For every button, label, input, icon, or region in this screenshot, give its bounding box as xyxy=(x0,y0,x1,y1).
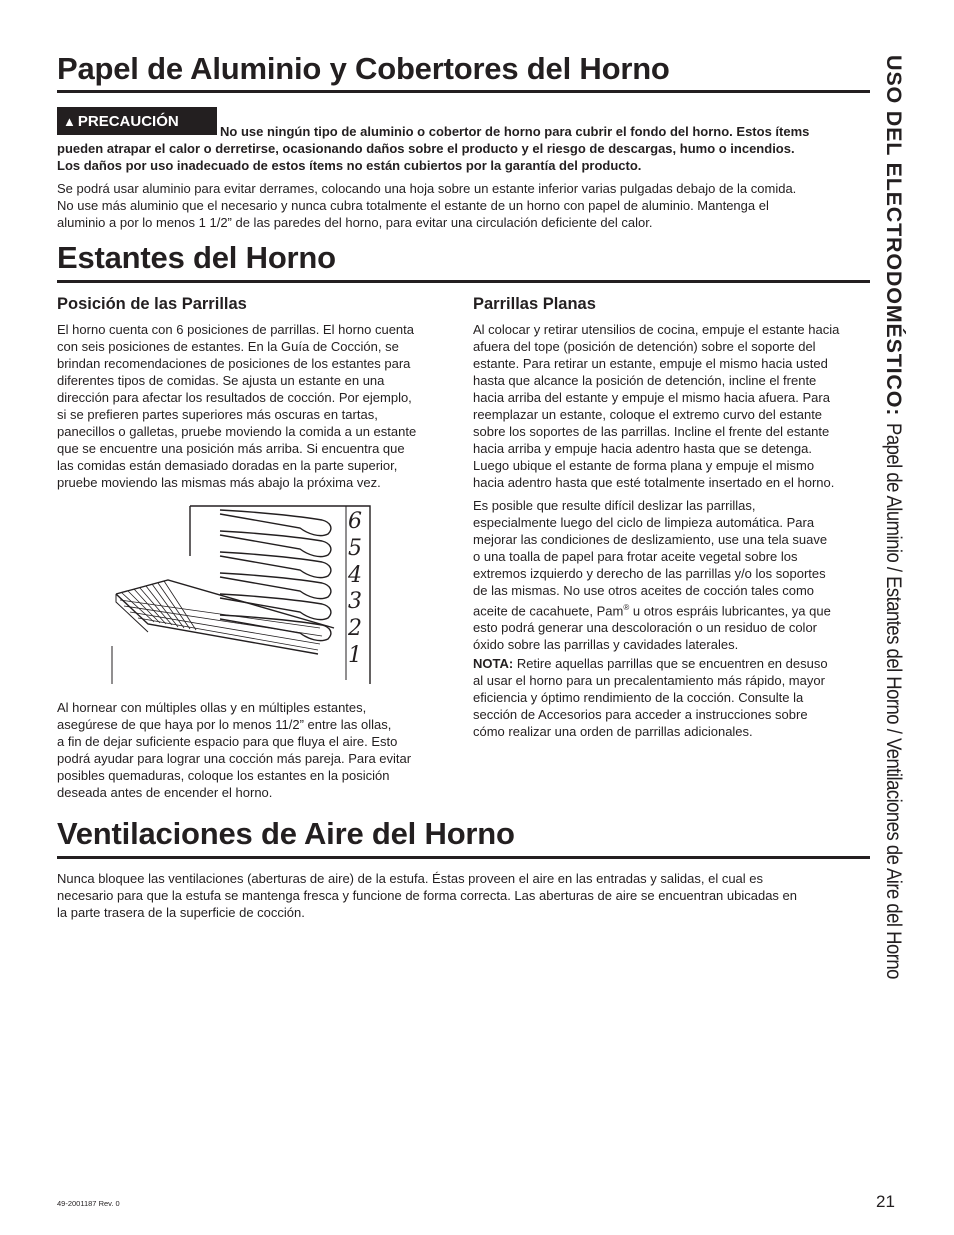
text-line: las comidas están demasiado doradas en la parte superior, xyxy=(57,458,398,473)
racks-title-rule xyxy=(57,280,870,283)
flat-racks-paragraph xyxy=(473,321,873,491)
sliding-difficulty-paragraph xyxy=(473,497,873,653)
text-line: Al colocar y retirar utensilios de cocina, empuje el estante hacia xyxy=(473,322,840,337)
text-line: podrá ayudar para lograr una cocción más pareja. Para evitar xyxy=(57,751,412,766)
vents-body-line-3: la parte trasera de la superficie de cocción. xyxy=(57,905,305,920)
note-label: NOTA: xyxy=(473,656,514,671)
text-line: de las mismas. No use otros aceites de cocción tales como xyxy=(473,583,815,598)
text-line: al usar el horno para un precalentamiento más rápido, mayor xyxy=(473,673,825,688)
note-first-line: Retire aquellas parrillas que se encuentren en desuso xyxy=(513,656,828,671)
text-line: posibles quemaduras, coloque los estantes en la posición xyxy=(57,768,390,783)
text-line: sobre los soportes de las parrillas. Incline el frente del estante xyxy=(473,424,830,439)
text-line: Al hornear con múltiples ollas y en múltiples estantes, xyxy=(57,700,367,715)
text-line: hacia arriba del estante y empuje el mismo hacia afuera. Para xyxy=(473,390,830,405)
text-line: Es posible que resulte difícil deslizar las parrillas, xyxy=(473,498,756,513)
text-line: pruebe moviendo las mismas más abajo la próxima vez. xyxy=(57,475,381,490)
caution-text-line-3: Los daños por uso inadecuado de estos ítems no están cubiertos por la garantía del producto. xyxy=(57,158,642,173)
text-line xyxy=(473,655,873,672)
text-line: panecillos o galletas, pruebe moviendo la comida a un estante xyxy=(57,424,417,439)
text-line: estante. Para retirar un estante, empuje el mismo hacia usted xyxy=(473,356,828,371)
registered-mark: ® xyxy=(623,603,630,612)
foil-section-title: Papel de Aluminio y Cobertores del Horno xyxy=(57,51,670,86)
caution-text-line-1: No use ningún tipo de aluminio o cobertor de horno para cubrir el fondo del horno. Estos ítems xyxy=(220,124,810,139)
rack-position-number: 4 xyxy=(348,563,362,588)
text-line: Luego ubique el estante de forma plana y empuje el mismo xyxy=(473,458,815,473)
oven-rack-positions-diagram xyxy=(108,504,376,684)
text-line: El horno cuenta con 6 posiciones de parrillas. El horno cuenta xyxy=(57,322,414,337)
text-line xyxy=(473,599,873,619)
caution-badge xyxy=(57,107,217,135)
text-line: eficiencia y óptimo rendimiento de la cocción. Consulte la xyxy=(473,690,804,705)
racks-section-title: Estantes del Horno xyxy=(57,240,336,275)
text-line: si se prefieren partes superiores más oscuras en tartas, xyxy=(57,407,378,422)
pam-text-post: u otros espráis lubricantes, ya que xyxy=(629,603,831,619)
pam-text: aceite de cacahuete, Pam xyxy=(473,603,624,619)
text-line: esto podrá generar una descoloración o un residuo de color xyxy=(473,620,818,636)
rack-position-number: 6 xyxy=(348,509,362,534)
vents-body-line-2: necesario para que la estufa se mantenga fresca y funcione de forma correcta. Las aberturas de aire se encuentran ubicadas en xyxy=(57,888,798,903)
text-line: que se encuentre una posición más arriba. Si encuentra que xyxy=(57,441,405,456)
text-line: deseada antes de encender el horno. xyxy=(57,785,273,800)
flat-racks-heading: Parrillas Planas xyxy=(473,295,596,313)
text-line: hacia arriba y empuje hacia adentro hasta que se detenga. xyxy=(473,441,812,456)
rack-positions-paragraph xyxy=(57,321,457,491)
text-line: dirección para afectar los resultados de cocción. Por ejemplo, xyxy=(57,390,412,405)
text-line: cómo realizar una orden de parrillas adicionales. xyxy=(473,724,753,739)
vents-title-rule xyxy=(57,856,870,859)
sidebar-light-label: Papel de Aluminio / Estantes del Horno / Ventilaciones de Aire del Horno xyxy=(882,423,906,979)
rack-position-number: 2 xyxy=(348,616,362,641)
text-line: hacia adentro hasta que esté totalmente insertado en el horno. xyxy=(473,475,835,490)
text-line: reemplazar un estante, coloque el extremo curvo del estante xyxy=(473,407,823,422)
page-number: 21 xyxy=(876,1192,895,1211)
rack-position-number: 1 xyxy=(348,643,362,668)
multi-pan-paragraph xyxy=(57,699,457,801)
text-line: o una toalla de papel para frotar aceite vegetal sobre los xyxy=(473,549,798,564)
vertical-section-label xyxy=(878,55,938,1165)
rack-position-number: 5 xyxy=(348,536,362,561)
sidebar-bold-label: USO DEL ELECTRODOMÉSTICO: xyxy=(882,55,906,424)
vents-body-line-1: Nunca bloquee las ventilaciones (aberturas de aire) de la estufa. Éstas proveen el aire en las entradas y salidas, el cual es xyxy=(57,871,764,886)
foil-body-line-2: No use más aluminio que el necesario y nunca cubra totalmente el estante de un horno con papel de aluminio. Mantenga el xyxy=(57,198,769,213)
text-line: especialmente luego del ciclo de limpieza automática. Para xyxy=(473,515,815,530)
vertical-label-text xyxy=(864,55,924,1165)
text-line: afuera del tope (posición de detención) sobre el soporte del xyxy=(473,339,816,354)
caution-text-line-2: pueden atrapar el calor o derretirse, ocasionando daños sobre el producto y el riesgo de descargas, humo o incendios. xyxy=(57,141,795,156)
text-line: hasta que alcance la posición de detención, incline el frente xyxy=(473,373,817,388)
text-line: óxido sobre las parrillas y cavidades laterales. xyxy=(473,637,739,653)
text-line: a fin de dejar suficiente espacio para que fluya el aire. Esto xyxy=(57,734,398,749)
warning-triangle-icon: ▲ xyxy=(63,113,76,129)
text-line: brindan recomendaciones de posiciones de los estantes para xyxy=(57,356,411,371)
text-line: mejorar las condiciones de deslizamiento, use una tela suave xyxy=(473,532,828,547)
text-line: sección de Accesorios para acceder a instrucciones sobre xyxy=(473,707,808,722)
text-line: diferentes tipos de comidas. Se ajusta un estante en una xyxy=(57,373,385,388)
caution-label: PRECAUCIÓN xyxy=(77,112,179,130)
text-line: asegúrese de que haya por lo menos 11/2” entre las ollas, xyxy=(57,717,392,732)
document-code: 49-2001187 Rev. 0 xyxy=(57,1199,120,1208)
vents-section-title: Ventilaciones de Aire del Horno xyxy=(57,816,515,851)
text-line: extremos izquierdo y derecho de las parrillas y/o los soportes xyxy=(473,566,826,581)
foil-title-rule xyxy=(57,90,870,93)
text-line: con seis posiciones de estantes. En la Guía de Cocción, se xyxy=(57,339,399,354)
foil-body-line-1: Se podrá usar aluminio para evitar derrames, colocando una hoja sobre un estante inferior varias pulgadas debajo de la comida. xyxy=(57,181,797,196)
rack-positions-heading: Posición de las Parrillas xyxy=(57,295,247,313)
rack-position-number: 3 xyxy=(348,589,362,614)
foil-body-line-3: aluminio a por lo menos 1 1/2” de las paredes del horno, para evitar una circulación deficiente del calor. xyxy=(57,215,653,230)
note-paragraph xyxy=(473,655,873,740)
